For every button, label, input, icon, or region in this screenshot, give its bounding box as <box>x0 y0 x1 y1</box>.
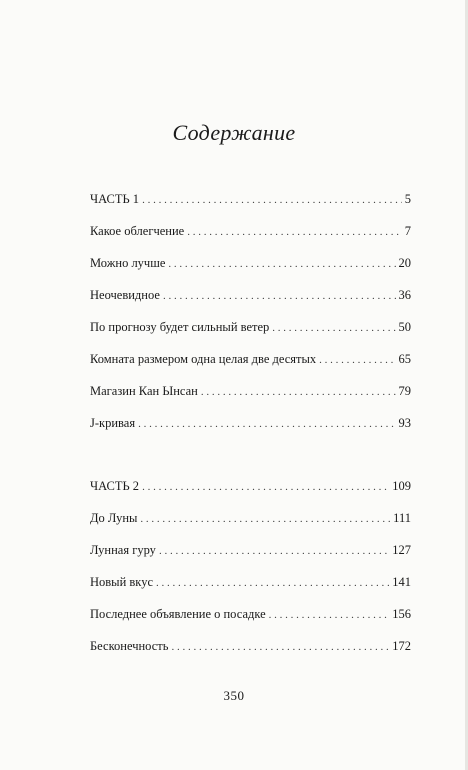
toc-entry-label: До Луны <box>90 511 138 525</box>
toc-entry-label: Магазин Кан Ынсан <box>90 384 198 398</box>
toc-entry-label: Последнее объявление о посадке <box>90 607 266 621</box>
toc-entry-label: Комната размером одна целая две десятых <box>90 352 317 366</box>
toc-entry[interactable] <box>90 414 411 432</box>
toc-entry[interactable] <box>90 254 411 272</box>
toc-entry[interactable] <box>90 318 411 336</box>
toc-entry[interactable] <box>90 382 411 400</box>
toc-entry-label: Лунная гуру <box>90 543 156 557</box>
toc-entry-page: 79 <box>398 384 411 398</box>
toc-entry-page: 109 <box>392 479 411 493</box>
toc-entry-page: 93 <box>398 416 411 430</box>
toc-entry-label: Неочевидное <box>90 288 160 302</box>
page-number: 350 <box>223 688 245 703</box>
toc-dot-leader <box>163 287 396 305</box>
toc-entry-label: J-кривая <box>90 416 136 430</box>
toc-entry-label: Бесконечность <box>90 639 169 653</box>
toc-entry-page: 36 <box>398 288 411 302</box>
toc-entry-label: ЧАСТЬ 2 <box>90 479 140 493</box>
toc-dot-leader <box>156 574 389 592</box>
toc-entry-page: 127 <box>392 543 411 557</box>
toc-entry-label: Какое облегчение <box>90 224 185 238</box>
toc-entry-page: 7 <box>404 224 411 238</box>
toc-entry-label: ЧАСТЬ 1 <box>90 192 140 206</box>
toc-dot-leader <box>168 255 395 273</box>
toc-entry-page: 111 <box>393 511 411 525</box>
toc-entry-page: 156 <box>392 607 411 621</box>
toc-dot-leader <box>142 478 389 496</box>
toc-dot-leader <box>171 638 389 656</box>
toc-entry-page: 172 <box>392 639 411 653</box>
toc-entry[interactable] <box>90 286 411 304</box>
toc-dot-leader <box>272 319 395 337</box>
toc-entry-label: Новый вкус <box>90 575 153 589</box>
toc-entry-page: 65 <box>398 352 411 366</box>
toc-part-heading[interactable] <box>90 190 411 208</box>
toc-entry[interactable] <box>90 605 411 623</box>
toc-dot-leader <box>142 191 402 209</box>
toc-entry-page: 5 <box>404 192 411 206</box>
toc-dot-leader <box>269 606 390 624</box>
toc-entry-page: 141 <box>392 575 411 589</box>
toc-entry[interactable] <box>90 350 411 368</box>
toc-dot-leader <box>138 415 395 433</box>
toc-entry-label: По прогнозу будет сильный ветер <box>90 320 270 334</box>
toc-entry[interactable] <box>90 222 411 240</box>
toc-dot-leader <box>201 383 396 401</box>
toc-entry-page: 50 <box>398 320 411 334</box>
page-title: Содержание <box>172 120 296 145</box>
toc-entry-page: 20 <box>398 256 411 270</box>
toc-entry[interactable] <box>90 509 411 527</box>
toc-dot-leader <box>159 542 389 560</box>
toc-entry[interactable] <box>90 573 411 591</box>
toc-entry-label: Можно лучше <box>90 256 166 270</box>
toc-entry[interactable] <box>90 541 411 559</box>
toc-dot-leader <box>140 510 390 528</box>
toc-dot-leader <box>319 351 395 369</box>
toc-part-heading[interactable] <box>90 477 411 495</box>
toc-entry[interactable] <box>90 637 411 655</box>
toc-dot-leader <box>187 223 402 241</box>
